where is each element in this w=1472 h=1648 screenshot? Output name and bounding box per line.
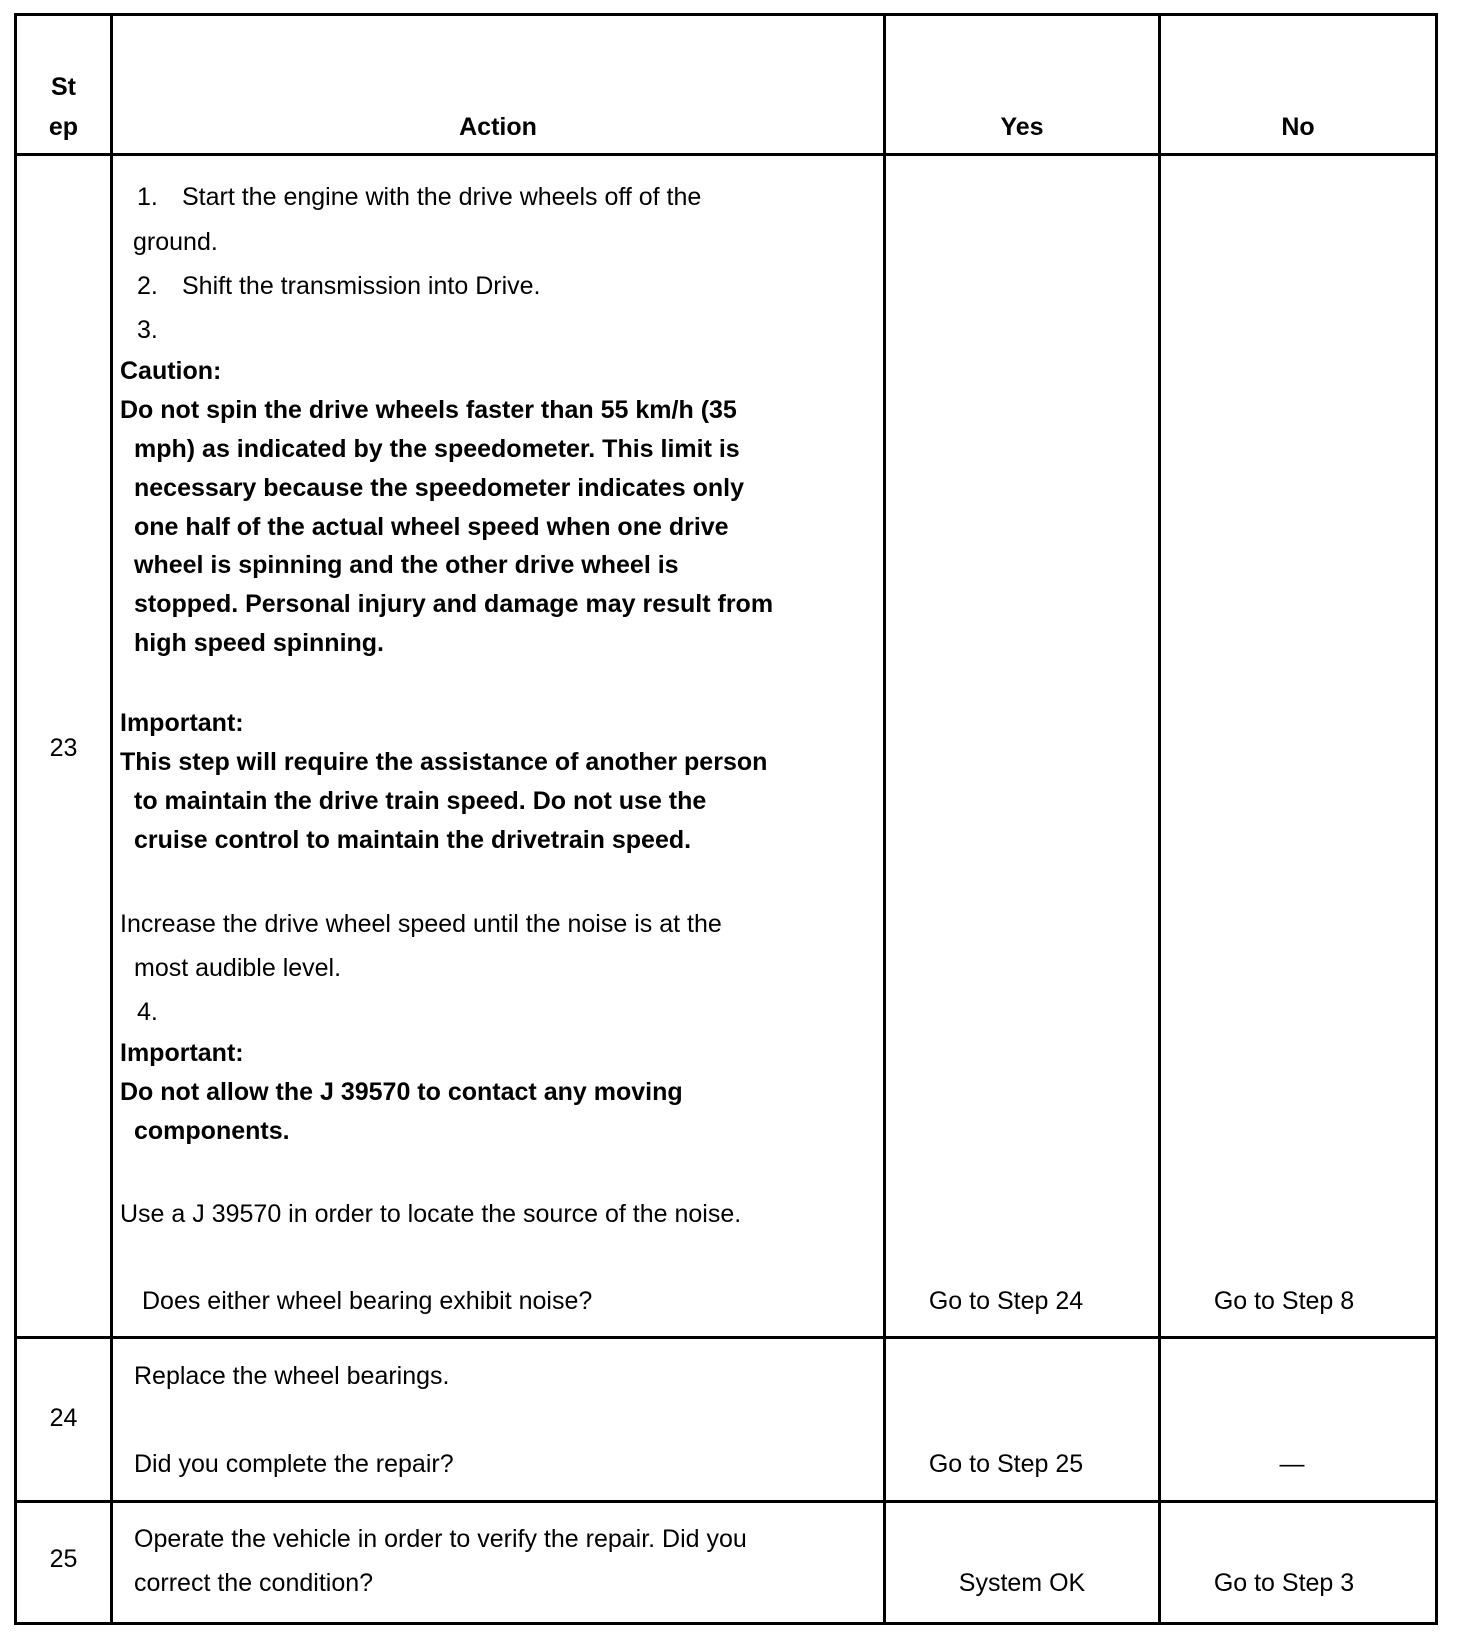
table-border-row23-bottom — [14, 1336, 1438, 1339]
table-border-right — [1435, 13, 1438, 1625]
no-result: — — [1279, 1450, 1305, 1478]
action-line2: correct the condition? — [134, 1569, 374, 1597]
caution-line: high speed spinning. — [134, 629, 384, 657]
caution-line: Do not spin the drive wheels faster than 55 km/h (35 — [120, 396, 737, 424]
caution-label: Caution: — [120, 357, 222, 385]
yes-result: Go to Step 25 — [928, 1450, 1084, 1478]
table-border-left — [14, 13, 17, 1625]
caution-line: stopped. Personal injury and damage may result from — [134, 590, 774, 618]
item-4-number: 4. — [137, 998, 158, 1026]
caution-line: necessary because the speedometer indicates only — [134, 474, 744, 502]
important-label: Important: — [120, 1039, 244, 1067]
important-line: to maintain the drive train speed. Do not use the — [134, 787, 707, 815]
important-label: Important: — [120, 709, 244, 737]
important-line: cruise control to maintain the drivetrain speed. — [134, 826, 692, 854]
item-1-number: 1. — [137, 183, 158, 211]
important-line: This step will require the assistance of another person — [120, 748, 768, 776]
caution-line: wheel is spinning and the other drive wheel is — [134, 551, 679, 579]
table-border-row24-bottom — [14, 1500, 1438, 1503]
action-text: Replace the wheel bearings. — [134, 1362, 450, 1390]
question-text: Did you complete the repair? — [134, 1450, 454, 1478]
table-border-bottom — [14, 1622, 1438, 1625]
header-step-line1: St — [51, 73, 76, 101]
important-line: Do not allow the J 39570 to contact any moving — [120, 1078, 683, 1106]
no-result: Go to Step 3 — [1213, 1569, 1355, 1597]
step-number: 23 — [49, 734, 78, 762]
question-text: Does either wheel bearing exhibit noise? — [142, 1287, 593, 1315]
important-line: components. — [134, 1117, 290, 1145]
column-divider-action — [883, 13, 886, 1625]
action-line1: Operate the vehicle in order to verify the repair. Did you — [134, 1525, 747, 1553]
item-2-number: 2. — [137, 272, 158, 300]
item-3-number: 3. — [137, 316, 158, 344]
step-number: 24 — [49, 1404, 78, 1432]
caution-line: one half of the actual wheel speed when one drive — [134, 513, 729, 541]
header-yes: Yes — [1000, 113, 1044, 141]
no-result: Go to Step 8 — [1213, 1287, 1355, 1315]
column-divider-yes — [1158, 13, 1161, 1625]
yes-result: System OK — [958, 1569, 1086, 1597]
table-border-header-bottom — [14, 153, 1438, 156]
step-number: 25 — [49, 1545, 78, 1573]
increase-line2: most audible level. — [134, 954, 342, 982]
header-step-line2: ep — [48, 113, 79, 141]
increase-line1: Increase the drive wheel speed until the noise is at the — [120, 910, 722, 938]
yes-result: Go to Step 24 — [928, 1287, 1084, 1315]
item-1-line2: ground. — [133, 228, 218, 256]
use-tool-line: Use a J 39570 in order to locate the source of the noise. — [120, 1200, 742, 1228]
header-action: Action — [459, 113, 537, 141]
column-divider-step — [110, 13, 113, 1625]
item-1-line1: Start the engine with the drive wheels off of the — [182, 183, 702, 211]
header-no: No — [1281, 113, 1315, 141]
caution-line: mph) as indicated by the speedometer. This limit is — [134, 435, 740, 463]
table-border-top — [14, 13, 1438, 16]
item-2-text: Shift the transmission into Drive. — [182, 272, 541, 300]
